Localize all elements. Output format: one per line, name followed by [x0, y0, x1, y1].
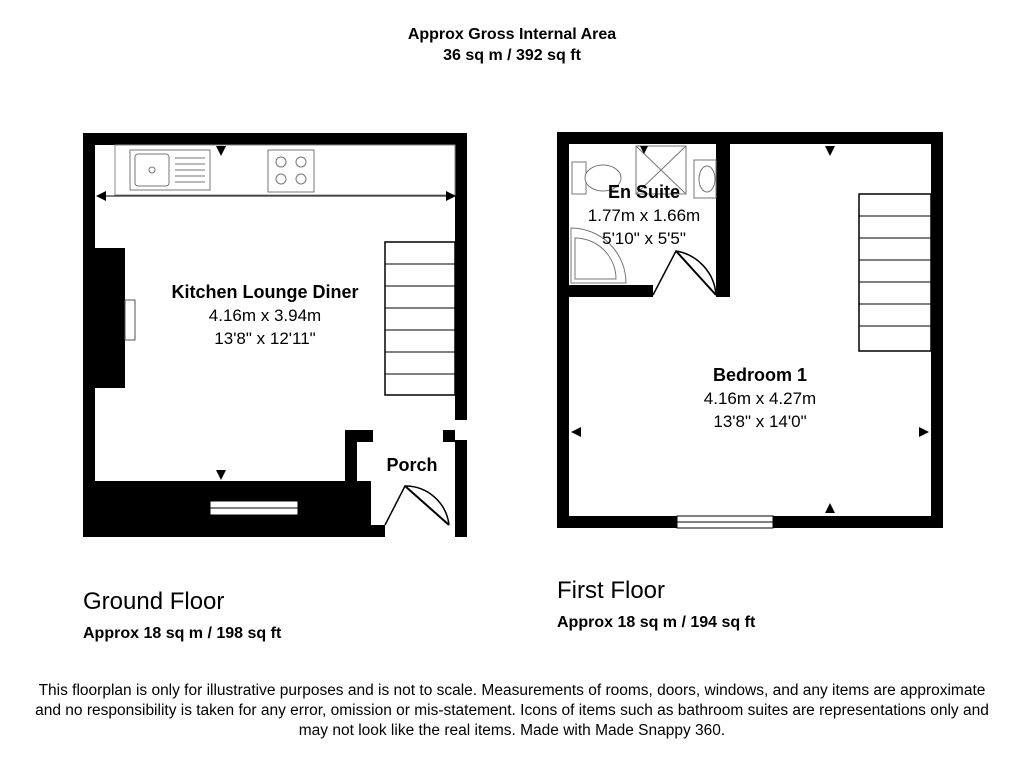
first-wall-left	[557, 132, 569, 528]
porch-wall-stub	[443, 430, 455, 442]
first-wall-right	[931, 132, 943, 528]
ground-wall-left	[83, 133, 95, 537]
ground-staircase	[385, 242, 455, 395]
ground-wall-top	[83, 133, 467, 145]
ground-wall-right-upper	[455, 133, 467, 420]
disclaimer-line-2: and no responsibility is taken for any error, omission or mis-statement. Icons of items such as bathroom suites are representations only and	[35, 702, 989, 719]
hob-icon	[268, 150, 314, 192]
kitchen-lounge-diner-imperial: 13'8" x 12'11"	[214, 329, 316, 348]
kitchen-lounge-diner-name: Kitchen Lounge Diner	[171, 282, 359, 302]
bedroom-1-name: Bedroom 1	[712, 365, 808, 385]
porch-door-swing	[385, 486, 449, 525]
porch-wall-side	[345, 430, 357, 481]
porch-name: Porch	[386, 455, 438, 475]
ensuite-wall-bottom	[569, 285, 653, 297]
first-wall-top	[557, 132, 943, 144]
gross-area-value: 36 sq m / 392 sq ft	[443, 47, 581, 64]
kitchen-lounge-diner-metric: 4.16m x 3.94m	[208, 306, 322, 325]
disclaimer-line-3: may not look like the real items. Made with Made Snappy 360.	[298, 722, 726, 739]
first-floor-area: Approx 18 sq m / 194 sq ft	[557, 614, 756, 631]
disclaimer-line-1: This floorplan is only for illustrative purposes and is not to scale. Measurements of rooms, doors, windows, and any items are approximate	[38, 682, 986, 699]
en-suite-imperial: 5'10" x 5'5"	[602, 229, 686, 248]
ground-floor-area: Approx 18 sq m / 198 sq ft	[83, 625, 282, 642]
kitchen-sink-icon	[130, 150, 210, 190]
ground-wall-right-lower	[455, 440, 467, 537]
ground-floor-title: Ground Floor	[83, 588, 225, 615]
basin-icon	[694, 160, 716, 198]
first-floor-title: First Floor	[557, 577, 665, 604]
chimney-breast	[95, 248, 125, 388]
disclaimer	[0, 681, 1024, 741]
ensuite-door-swing	[653, 251, 716, 295]
first-staircase	[859, 194, 931, 351]
en-suite-metric: 1.77m x 1.66m	[587, 206, 701, 225]
gross-area-title: Approx Gross Internal Area	[407, 26, 617, 43]
ground-wall-bottom-stub	[371, 525, 385, 537]
bedroom-1-imperial: 13'8" x 14'0"	[713, 412, 807, 431]
fireplace-hearth	[125, 300, 135, 340]
ensuite-wall-right	[716, 144, 730, 297]
en-suite-name: En Suite	[607, 182, 681, 202]
bedroom-1-metric: 4.16m x 4.27m	[703, 389, 817, 408]
